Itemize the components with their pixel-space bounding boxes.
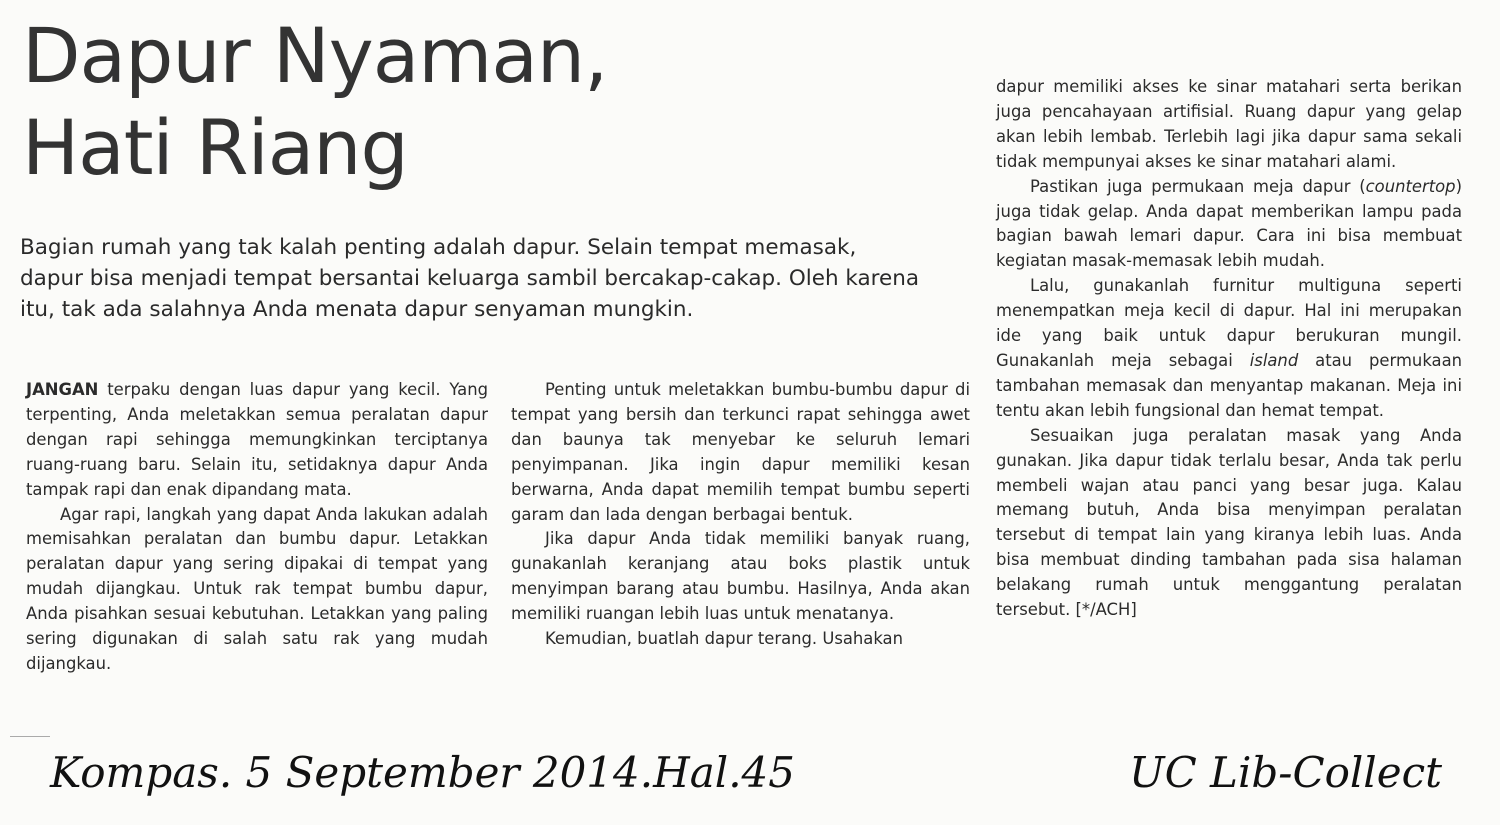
col3-p2-text-a: Pastikan juga permukaan meja dapur ( xyxy=(1030,176,1366,196)
col1-p1-text: terpaku dengan luas dapur yang kecil. Yang terpenting, Anda meletakkan semua peralatan dapur dengan rapi sehingga memungkinkan terciptanya ruang-ruang baru. Selain itu, setidaknya dapur Anda tampak rapi dan enak dipandang mata. xyxy=(26,380,488,499)
col3-p3-text-b: atau permukaan tambahan memasak dan menyantap makanan. Meja ini tentu akan lebih fungsional dan hemat tempat. xyxy=(996,350,1463,420)
col3-paragraph-2 xyxy=(996,175,1462,275)
title-line-1: Dapur Nyaman, xyxy=(22,11,608,100)
col3-p3-text-a: Lalu, gunakanlah furnitur multiguna seperti menempatkan meja kecil di dapur. Hal ini merupakan ide yang baik untuk dapur berukuran mungil. Gunakanlah meja sebagai xyxy=(996,276,1462,370)
article-lead: Bagian rumah yang tak kalah penting adalah dapur. Selain tempat memasak, dapur bisa menjadi tempat bersantai keluarga sambil bercakap-cakap. Oleh karena itu, tak ada salahnya Anda menata dapur senyaman mungkin. xyxy=(20,235,920,322)
column-3 xyxy=(996,75,1462,623)
column-1 xyxy=(26,378,488,677)
col1-paragraph-2: Agar rapi, langkah yang dapat Anda lakukan adalah memisahkan peralatan dan bumbu dapur. Letakkan peralatan dapur yang sering dipakai di tempat yang mudah dijangkau. Untuk rak tempat bumbu dapur, Anda pisahkan sesuai kebutuhan. Letakkan yang paling sering digunakan di salah satu rak yang mudah dijangkau. xyxy=(26,504,488,673)
collection-label: UC Lib-Collect xyxy=(1129,748,1442,797)
col2-paragraph-1: Penting untuk meletakkan bumbu-bumbu dapur di tempat yang bersih dan terkunci rapat sehingga awet dan baunya tak menyebar ke seluruh lemari penyimpanan. Jika ingin dapur memiliki kesan berwarna, Anda dapat memilih tempat bumbu seperti garam dan lada dengan berbagai bentuk. xyxy=(511,380,970,524)
article-title xyxy=(22,10,607,194)
col2-paragraph-2: Jika dapur Anda tidak memiliki banyak ruang, gunakanlah keranjang atau boks plastik untuk menyimpan barang atau bumbu. Hasilnya, Anda akan memiliki ruangan lebih luas untuk menatanya. xyxy=(511,529,970,624)
col2-paragraph-3: Kemudian, buatlah dapur terang. Usahakan xyxy=(545,629,903,649)
kicker: JANGAN xyxy=(26,380,99,399)
col1-paragraph-1 xyxy=(26,378,488,503)
title-line-2: Hati Riang xyxy=(22,103,408,192)
col3-p3-term: island xyxy=(1249,350,1299,370)
column-2 xyxy=(511,378,970,652)
col3-p2-text-b: ) juga tidak gelap. Anda dapat memberikan lampu pada bagian bawah lemari dapur. Cara ini bisa membuat kegiatan masak-memasak lebih mudah. xyxy=(996,176,1462,271)
col3-paragraph-3 xyxy=(996,274,1462,423)
col3-paragraph-4: Sesuaikan juga peralatan masak yang Anda gunakan. Jika dapur tidak terlalu besar, Anda tak perlu membeli wajan atau panci yang besar juga. Kalau memang butuh, Anda bisa menyimpan peralatan tersebut di tempat lain yang kiranya lebih luas. Anda bisa membuat dinding tambahan pada sisa halaman belakang rumah untuk menggantung peralatan tersebut. [*/ACH] xyxy=(996,425,1462,620)
col3-paragraph-1: dapur memiliki akses ke sinar matahari serta berikan juga pencahayaan artifisial. Ruang dapur yang gelap akan lebih lembab. Terlebih lagi jika dapur sama sekali tidak mempunyai akses ke sinar matahari alami. xyxy=(996,77,1462,171)
source-citation: Kompas. 5 September 2014.Hal.45 xyxy=(50,748,795,797)
col3-p2-term: countertop xyxy=(1365,176,1456,196)
divider xyxy=(10,736,50,737)
